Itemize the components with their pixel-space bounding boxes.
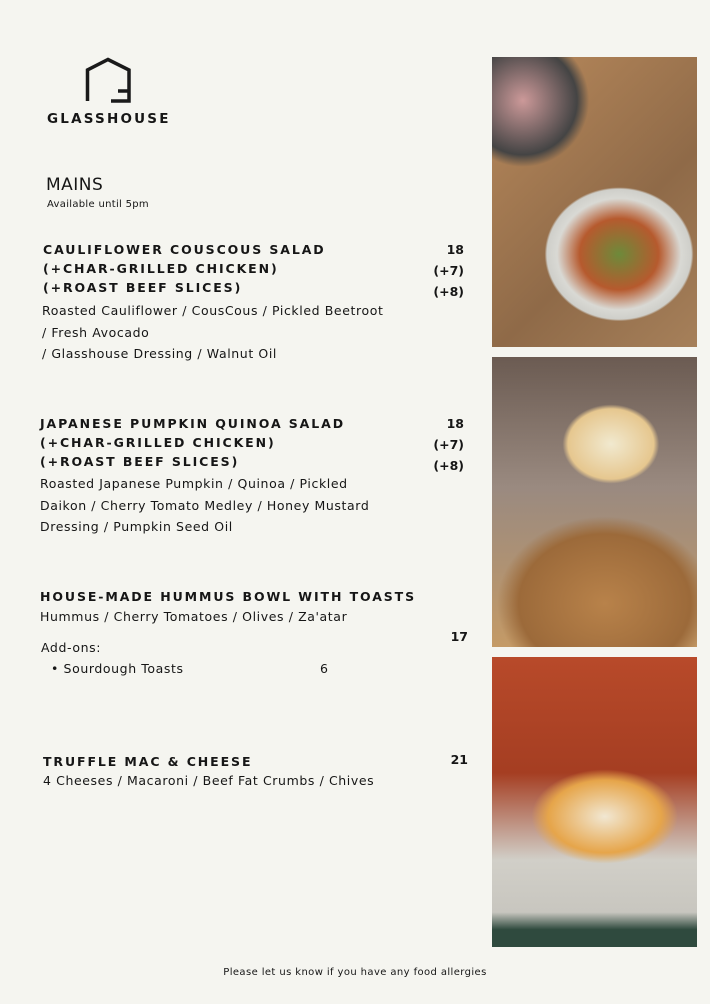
title-line: (+ROAST BEEF SLICES): [43, 280, 243, 295]
menu-item-description: 4 Cheeses / Macaroni / Beef Fat Crumbs / Chives: [43, 773, 375, 788]
menu-item-title: TRUFFLE MAC & CHEESE: [43, 754, 253, 769]
menu-item-description: [42, 300, 383, 365]
house-outline-icon: [85, 57, 132, 103]
allergy-notice: Please let us know if you have any food allergies: [223, 967, 487, 978]
title-line: (+CHAR-GRILLED CHICKEN): [40, 435, 276, 450]
menu-item-price: [404, 239, 464, 302]
addons-label: Add-ons:: [41, 640, 102, 655]
photo-pumpkin-quinoa-salad: [492, 357, 697, 647]
menu-item-description: Hummus / Cherry Tomatoes / Olives / Za'atar: [40, 609, 348, 624]
section-title: MAINS: [46, 175, 104, 195]
title-line: JAPANESE PUMPKIN QUINOA SALAD: [40, 416, 345, 431]
desc-line: Dressing / Pumpkin Seed Oil: [40, 519, 233, 534]
brand-name: GLASSHOUSE: [47, 111, 171, 127]
price-line: 18: [446, 416, 464, 431]
title-line: (+CHAR-GRILLED CHICKEN): [43, 261, 279, 276]
price-line: (+7): [433, 263, 464, 278]
addon-price: 6: [320, 661, 329, 676]
addon-item: [51, 658, 184, 680]
menu-item-description: [40, 473, 369, 538]
photo-truffle-mac-cheese: [492, 657, 697, 947]
desc-line: Roasted Japanese Pumpkin / Quinoa / Pickled: [40, 476, 348, 491]
menu-item-title: [43, 240, 326, 297]
price-line: (+8): [433, 458, 464, 473]
photo-cauliflower-salad: [492, 57, 697, 347]
menu-item-title: [40, 414, 345, 471]
menu-item-title: HOUSE-MADE HUMMUS BOWL WITH TOASTS: [40, 589, 417, 604]
bullet: •: [51, 661, 64, 676]
desc-line: Daikon / Cherry Tomato Medley / Honey Mustard: [40, 497, 370, 513]
desc-line: / Glasshouse Dressing / Walnut Oil: [42, 346, 277, 361]
title-line: (+ROAST BEEF SLICES): [40, 454, 240, 469]
price-line: 18: [446, 242, 464, 257]
menu-item-price: [404, 413, 464, 476]
price-line: (+7): [433, 437, 464, 452]
desc-line: Roasted Cauliflower / CousCous / Pickled Beetroot: [42, 303, 384, 318]
section-subtitle: Available until 5pm: [47, 199, 149, 210]
menu-item-price: 21: [450, 752, 468, 767]
title-line: CAULIFLOWER COUSCOUS SALAD: [43, 242, 326, 257]
desc-line: / Fresh Avocado: [42, 324, 150, 340]
price-line: (+8): [433, 284, 464, 299]
menu-item-price: 17: [450, 629, 468, 644]
addon-name: Sourdough Toasts: [63, 661, 184, 676]
